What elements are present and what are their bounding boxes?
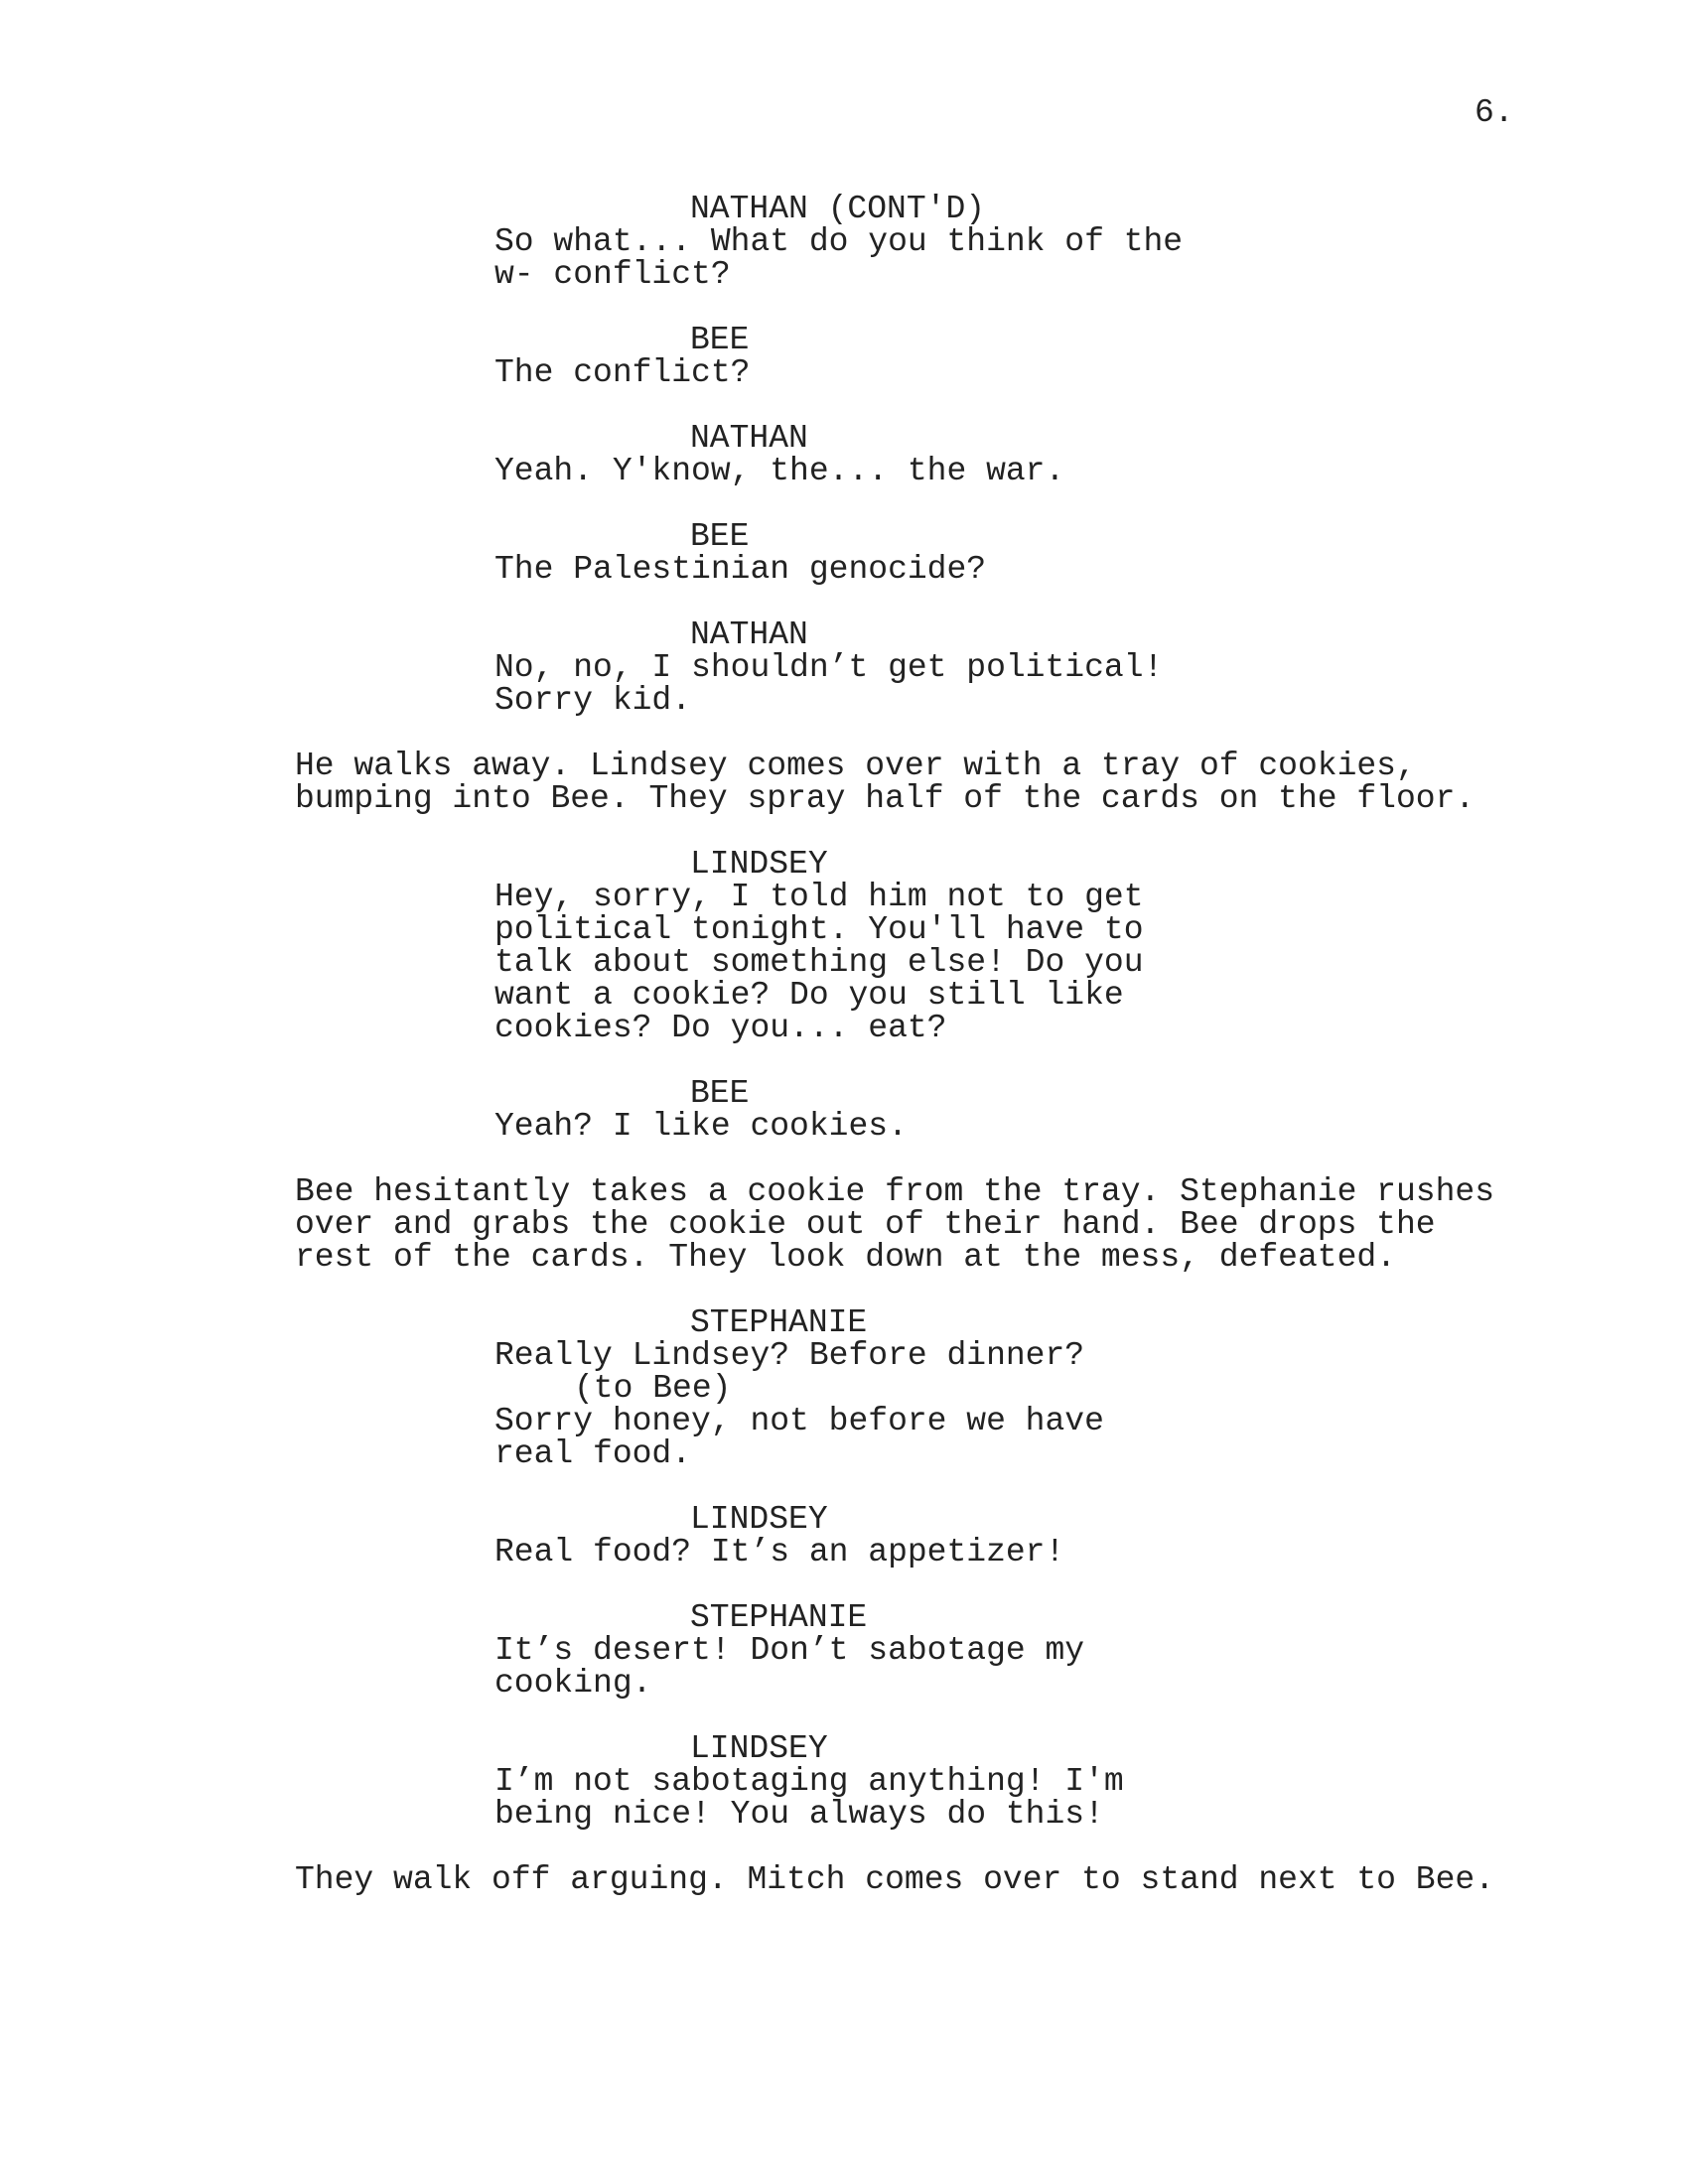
dialogue-line: Sorry kid.	[494, 682, 692, 719]
blank-line	[0, 1831, 1688, 1863]
parenthetical: (to Bee)	[574, 1370, 732, 1407]
blank-line	[0, 1569, 1688, 1601]
action-block	[0, 1863, 1688, 1896]
blank-line	[0, 389, 1688, 422]
dialogue-line: I’m not sabotaging anything! I'm	[494, 1763, 1124, 1800]
character-cue: NATHAN (CONT'D)	[690, 191, 986, 227]
dialogue-block	[0, 651, 1688, 717]
dialogue-block	[0, 1765, 1688, 1831]
dialogue-line: No, no, I shouldn’t get political!	[494, 649, 1164, 686]
action-line: bumping into Bee. They spray half of the cards on the floor.	[295, 780, 1476, 817]
blank-line	[0, 815, 1688, 848]
character-cue: STEPHANIE	[690, 1304, 868, 1341]
character-cue: BEE	[690, 518, 750, 555]
dialogue-line: Sorry honey, not before we have	[494, 1403, 1104, 1439]
character-cue: BEE	[690, 1075, 750, 1112]
dialogue-block	[0, 356, 1688, 389]
action-block	[0, 750, 1688, 815]
dialogue-block	[0, 1634, 1688, 1700]
character-cue: LINDSEY	[690, 846, 828, 883]
blank-line	[0, 291, 1688, 324]
blank-line	[0, 1274, 1688, 1306]
dialogue-line: being nice! You always do this!	[494, 1796, 1104, 1833]
dialogue-block	[0, 881, 1688, 1044]
dialogue-line: The Palestinian genocide?	[494, 551, 987, 588]
blank-line	[0, 1700, 1688, 1732]
dialogue-line: Yeah. Y'know, the... the war.	[494, 453, 1065, 489]
blank-line	[0, 1044, 1688, 1077]
dialogue-block	[0, 553, 1688, 586]
dialogue-line: Yeah? I like cookies.	[494, 1108, 908, 1145]
dialogue-block	[0, 1536, 1688, 1569]
character-cue: LINDSEY	[690, 1730, 828, 1767]
dialogue-line: w- conflict?	[494, 256, 731, 293]
character-cue: NATHAN	[690, 420, 808, 457]
blank-line	[0, 1470, 1688, 1503]
dialogue-line: want a cookie? Do you still like	[494, 977, 1124, 1014]
dialogue-block	[0, 225, 1688, 291]
dialogue-line: Real food? It’s an appetizer!	[494, 1534, 1065, 1570]
dialogue-line: Really Lindsey? Before dinner?	[494, 1337, 1085, 1374]
blank-line	[0, 717, 1688, 750]
dialogue-line: cooking.	[494, 1665, 652, 1702]
character-cue: BEE	[690, 322, 750, 358]
action-line: Bee hesitantly takes a cookie from the tray. Stephanie rushes	[295, 1173, 1494, 1210]
action-line: over and grabs the cookie out of their hand. Bee drops the	[295, 1206, 1436, 1243]
blank-line	[0, 487, 1688, 520]
character-cue: LINDSEY	[690, 1501, 828, 1538]
screenplay-body	[0, 193, 1688, 1896]
dialogue-line: political tonight. You'll have to	[494, 911, 1144, 948]
action-line: rest of the cards. They look down at the mess, defeated.	[295, 1239, 1396, 1276]
dialogue-line: Hey, sorry, I told him not to get	[494, 879, 1144, 915]
dialogue-block	[0, 1339, 1688, 1372]
dialogue-block	[0, 1110, 1688, 1143]
dialogue-block	[0, 455, 1688, 487]
character-cue: STEPHANIE	[690, 1599, 868, 1636]
action-line: He walks away. Lindsey comes over with a tray of cookies,	[295, 748, 1416, 784]
dialogue-line: The conflict?	[494, 354, 751, 391]
dialogue-block	[0, 1405, 1688, 1470]
page-number: 6.	[1475, 94, 1514, 131]
action-block	[0, 1175, 1688, 1274]
blank-line	[0, 1143, 1688, 1175]
blank-line	[0, 586, 1688, 618]
dialogue-line: real food.	[494, 1435, 692, 1472]
dialogue-line: talk about something else! Do you	[494, 944, 1144, 981]
dialogue-line: So what... What do you think of the	[494, 223, 1184, 260]
dialogue-line: cookies? Do you... eat?	[494, 1010, 947, 1046]
action-line: They walk off arguing. Mitch comes over to stand next to Bee.	[295, 1861, 1494, 1898]
character-cue: NATHAN	[690, 616, 808, 653]
dialogue-line: It’s desert! Don’t sabotage my	[494, 1632, 1085, 1669]
